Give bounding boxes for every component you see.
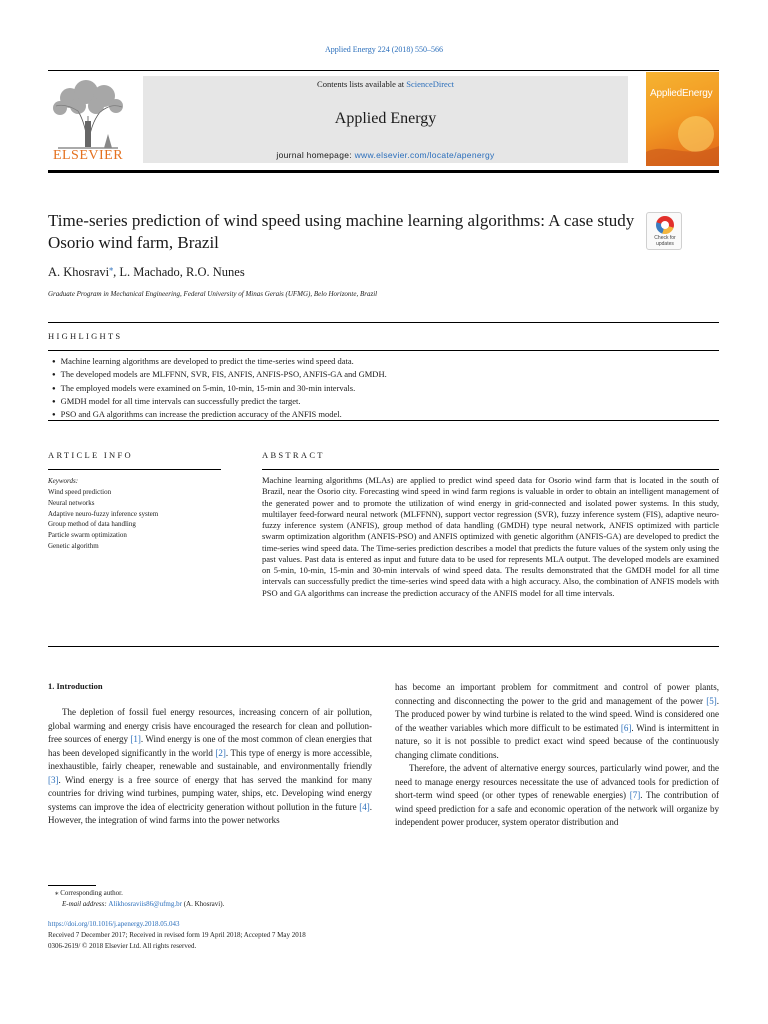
intro-paragraph <box>395 681 719 762</box>
citation-link[interactable]: [3] <box>48 774 59 785</box>
corresponding-author-note: ⁎ Corresponding author. <box>55 889 123 897</box>
keyword-item: Group method of data handling <box>48 520 136 529</box>
affiliation: Graduate Program in Mechanical Engineering, Federal University of Minas Gerais (UFMG), Belo Horizonte, Brazil <box>48 290 378 298</box>
header-top-rule <box>48 70 719 71</box>
keyword-item: Neural networks <box>48 498 95 507</box>
intro-text: . The contribution of wind speed prediction for a safe and economic operation of the network will organize by independent power producer, system operator distribution and <box>395 790 719 827</box>
keyword-item: Wind speed prediction <box>48 488 112 496</box>
check-for-updates-badge[interactable] <box>646 212 682 250</box>
journal-reference-link[interactable]: Applied Energy 224 (2018) 550–566 <box>324 45 444 54</box>
highlights-bottom-rule <box>48 420 719 421</box>
keyword-item: Adaptive neuro-fuzzy inference system <box>48 509 159 518</box>
journal-name: Applied Energy <box>334 110 437 127</box>
email-label: E-mail address: <box>62 900 109 908</box>
highlight-item: ● The developed models are MLFFNN, SVR, FIS, ANFIS, ANFIS-PSO, ANFIS-GA and GMDH. <box>52 369 712 382</box>
highlights-heading-rule <box>48 350 719 351</box>
highlight-item: ● GMDH model for all time intervals can successfully predict the target. <box>52 396 712 409</box>
header-bottom-rule <box>48 170 719 173</box>
citation-link[interactable]: [7] <box>629 790 641 800</box>
corresponding-author-mark[interactable]: ⁎ <box>109 264 114 273</box>
intro-text: . This type of energy is more accessible, inexhaustible, fairly cheaper, renewable and sustainable, and environmentally friendly <box>48 747 372 771</box>
intro-text: Therefore, the advent of alternative energy sources, particularly wind power, and the need to manage energy resources necessitate the use of advanced tools for prediction of short-term wind speed (or other types of renewable energies) <box>395 763 719 800</box>
intro-text: . However, the integration of wind farms into the power networks <box>48 801 372 825</box>
citation-link[interactable]: [6] <box>620 722 632 733</box>
journal-cover-thumbnail[interactable] <box>646 72 719 166</box>
check-updates-line1: Check for <box>654 235 676 241</box>
highlights-top-rule <box>48 322 719 323</box>
author-list <box>48 264 245 280</box>
intro-text: . Wind energy is a free source of energy that has served the mankind for many countries for driving wind turbines, pumping water, ships, etc. Developing wind energy systems can improve the idea of electricity generation without pollution in the future <box>48 774 372 812</box>
homepage-link[interactable]: www.elsevier.com/locate/apenergy <box>354 150 495 160</box>
highlight-item: ● Machine learning algorithms are developed to predict the time-series wind speed data. <box>52 356 712 369</box>
elsevier-wordmark: ELSEVIER <box>52 148 124 163</box>
author-khosravi: A. Khosravi <box>48 265 110 280</box>
intro-text: . Wind is intermittent in nature, so it is not possible to predict exact wind speed because of the continuously changing climate conditions. <box>395 722 719 760</box>
keywords-label: Keywords: <box>48 477 79 485</box>
highlights-list <box>52 356 712 422</box>
highlights-heading: HIGHLIGHTS <box>48 331 123 341</box>
doi-link[interactable]: https://doi.org/10.1016/j.apenergy.2018.05.043 <box>48 920 180 928</box>
intro-text: The depletion of fossil fuel energy resources, increasing concern of air pollution, global warming and energy crisis have encouraged the research for clean and pollution-free sources of energy <box>48 707 372 744</box>
other-authors: , L. Machado, R.O. Nunes <box>113 265 245 280</box>
citation-link[interactable]: [5] <box>706 695 717 706</box>
email-line <box>62 900 224 908</box>
check-updates-text <box>647 235 683 247</box>
keyword-item: Genetic algorithm <box>48 541 99 550</box>
check-updates-line2: updates <box>656 241 674 247</box>
contents-line <box>143 79 628 89</box>
keywords-list <box>48 487 158 552</box>
intro-text: . The produced power by wind turbine is related to the wind speed. Wind is considered one of the weather variables which more difficult to be estimated <box>395 695 719 733</box>
abstract-text: Machine learning algorithms (MLAs) are applied to predict wind speed data for Osorio wind farm that is located in the south of Brazil, near the Osorio city. Forecasting wind speed in wind farm regions is valuable in order to obtain an intelligent management of the generated power and to promote the utilization of wind energy in grid-connected and isolated power systems. In this study, multilayer feed-forward neural network (MLFFNN), support vector regression (SVR), fuzzy inference system (FIS), adaptive neuro-fuzzy inference system (ANFIS), group method of data handling (GMDH) type neural network, ANFIS optimized with particle swarm optimization algorithm (ANFIS-PSO) and ANFIS optimized with genetic algorithm (ANFIS-GA) are developed to predict the time-series wind speed data. The Time-series prediction describes a model that predicts the future values of the system only using the past values. Past data is entered as input and future data to be used for represents MLA output. The developed models are examined on 5-min, 10-min, 15-min and 30-min intervals of wind speed data. The results demonstrated that the GMDH model for all time intervals can successfully predict the time-series wind speed data with a high accuracy. Also, the combination of ANFIS models with PSO and GA algorithms can increase the prediction accuracy of the ANFIS model for all time intervals. <box>262 475 719 598</box>
keyword-item: Particle swarm optimization <box>48 531 127 540</box>
intro-text: . Wind energy is one of the most common of clean energies that has been developed significantly in the world <box>48 734 372 758</box>
citation-link[interactable]: [4] <box>359 801 370 812</box>
crossmark-icon <box>656 216 674 234</box>
citation-link[interactable]: [1] <box>130 734 141 744</box>
contents-prefix: Contents lists available at <box>317 79 407 89</box>
citation-link[interactable]: [2] <box>215 747 226 758</box>
article-title: Time-series prediction of wind speed using machine learning algorithms: A case study Osorio wind farm, Brazil <box>48 211 635 252</box>
email-link[interactable]: Alikhosraviis86@ufmg.br <box>108 900 182 908</box>
highlight-item: ● PSO and GA algorithms can increase the prediction accuracy of the ANFIS model. <box>52 409 712 422</box>
cover-art-icon <box>646 112 719 166</box>
footnote-rule <box>48 885 96 886</box>
abstract-bottom-rule <box>48 646 719 647</box>
article-info-rule <box>48 469 221 470</box>
received-dates: Received 7 December 2017; Received in revised form 19 April 2018; Accepted 7 May 2018 <box>48 931 306 939</box>
email-suffix: (A. Khosravi). <box>181 900 225 908</box>
cover-title: AppliedEnergy <box>650 88 713 99</box>
abstract-rule <box>262 469 719 470</box>
copyright-notice: 0306-2619/ © 2018 Elsevier Ltd. All rights reserved. <box>48 942 197 950</box>
intro-paragraph <box>395 762 719 830</box>
article-info-heading: ARTICLE INFO <box>48 450 133 460</box>
introduction-column-1 <box>48 706 372 828</box>
highlight-item: ● The employed models were examined on 5-min, 10-min, 15-min and 30-min intervals. <box>52 383 712 396</box>
sciencedirect-link[interactable]: ScienceDirect <box>406 79 454 89</box>
homepage-line <box>143 150 628 160</box>
introduction-column-2 <box>395 681 719 830</box>
introduction-heading: 1. Introduction <box>48 681 103 691</box>
intro-text: has become an important problem for commitment and control of power plants, connecting and disconnecting the power to the grid and management of the power <box>395 682 719 706</box>
homepage-prefix: journal homepage: <box>276 150 355 160</box>
abstract-heading: ABSTRACT <box>262 450 325 460</box>
